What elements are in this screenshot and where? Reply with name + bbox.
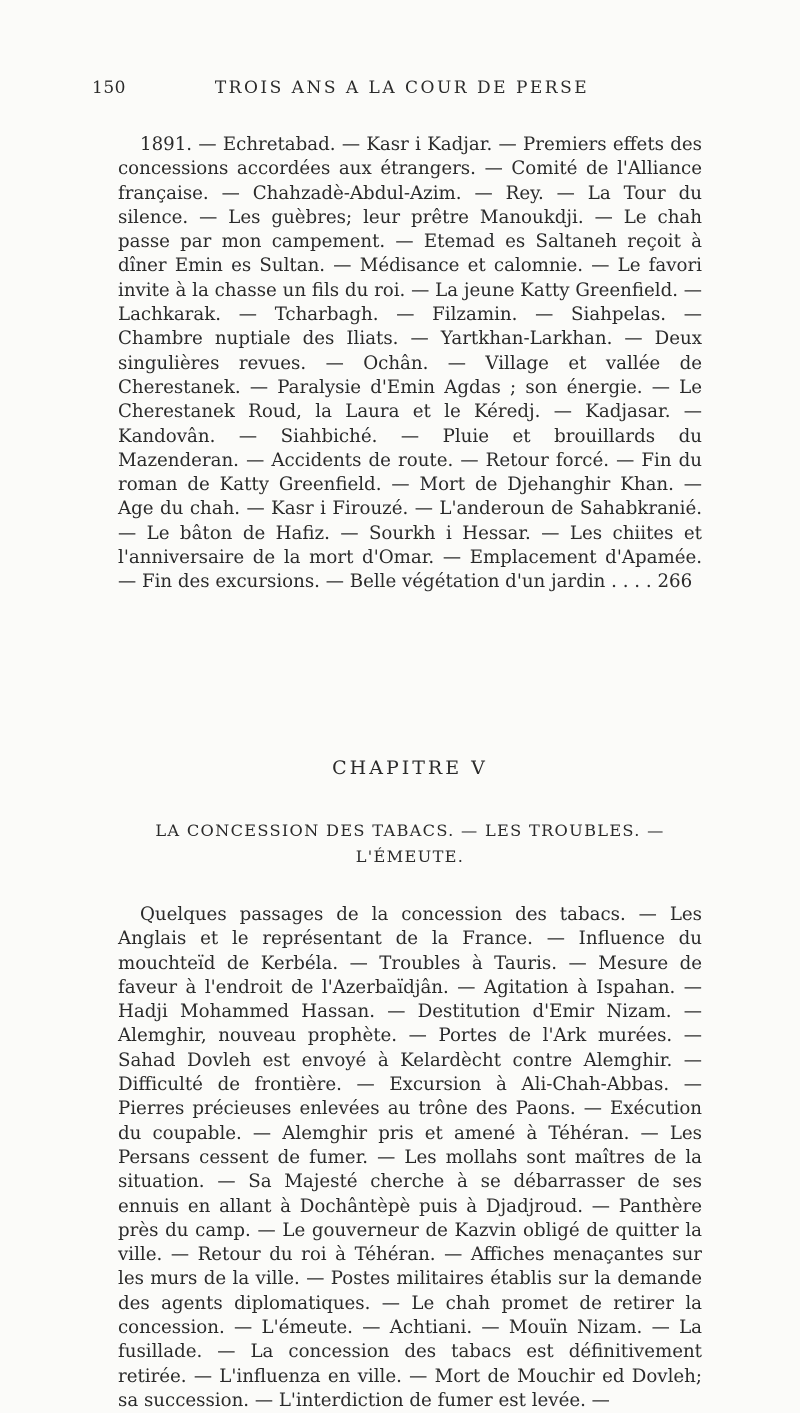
running-title: TROIS ANS A LA COUR DE PERSE (214, 78, 590, 98)
chapter-subtitle (118, 818, 702, 870)
chapter-heading: CHAPITRE V (332, 757, 488, 779)
chapter-subtitle-line-1: LA CONCESSION DES TABACS. — LES TROUBLES. — (155, 821, 665, 840)
summary-text: 1891. — Echretabad. — Kasr i Kadjar. — Premiers effets des concessions accordées aux étrangers. — Comité de l'Alliance française. — Chahzadè-Abdul-Azim. — Rey. — La Tour du silence. — Les guèbres; leur prêtre Manoukdji. — Le chah passe par mon campement. — Etemad es Saltaneh reçoit à dîner Emin es Sultan. — Médisance et calomnie. — Le favori invite à la chasse un fils du roi. — La jeune Katty Greenfield. — Lachkarak. — Tcharbagh. — Filzamin. — Siahpelas. — Chambre nuptiale des Iliats. — Yartkhan-Larkhan. — Deux singulières revues. — Ochân. — Village et vallée de Cherestanek. — Paralysie d'Emin Agdas ; son énergie. — Le Cherestanek Roud, la Laura et le Kéredj. — Kadjasar. — Kandovân. — Siahbiché. — Pluie et brouillards du Mazenderan. — Accidents de route. — Retour forcé. — Fin du roman de Katty Greenfield. — Mort de Djehanghir Khan. — Age du chah. — Kasr i Firouzé. — L'anderoun de Sahabkranié. — Le bâton de Hafiz. — Sourkh i Hessar. — Les chiites et l'anniversaire de la mort d'Omar. — Emplacement d'Apamée. — Fin des excursions. — Belle végétation d'un jardin . . . . (118, 134, 702, 593)
page-number: 150 (92, 78, 126, 98)
chapter-subtitle-line-2: L'ÉMEUTE. (355, 847, 465, 866)
running-head (92, 78, 712, 106)
summary-page-ref: 266 (657, 571, 693, 593)
chapter-summary: Quelques passages de la concession des tabacs. — Les Anglais et le représentant de la France. — Influence du mouchteïd de Kerbéla. — Troubles à Tauris. — Mesure de faveur à l'endroit de l'Azerbaïdjân. — Agitation à Ispahan. — Hadji Mohammed Hassan. — Destitution d'Emir Nizam. — Alemghir, nouveau prophète. — Portes de l'Ark murées. — Sahad Dovleh est envoyé à Kelardècht contre Alemghir. — Difficulté de frontière. — Excursion à Ali-Chah-Abbas. — Pierres précieuses enlevées au trône des Paons. — Exécution du coupable. — Alemghir pris et amené à Téhéran. — Les Persans cessent de fumer. — Les mollahs sont maîtres de la situation. — Sa Majesté cherche à se débarrasser de ses ennuis en allant à Dochântèpè puis à Djadjroud. — Panthère près du camp. — Le gouverneur de Kazvin obligé de quitter la ville. — Retour du roi à Téhéran. — Affiches menaçantes sur les murs de la ville. — Postes militaires établis sur la demande des agents diplomatiques. — Le chah promet de retirer la concession. — L'émeute. — Achtiani. — Mouïn Nizam. — La fusillade. — La concession des tabacs est définitivement retirée. — L'influenza en ville. — Mort de Mouchir ed Dovleh; sa succession. — L'interdiction de fumer est levée. — (118, 904, 702, 1411)
previous-chapter-summary (118, 133, 702, 595)
